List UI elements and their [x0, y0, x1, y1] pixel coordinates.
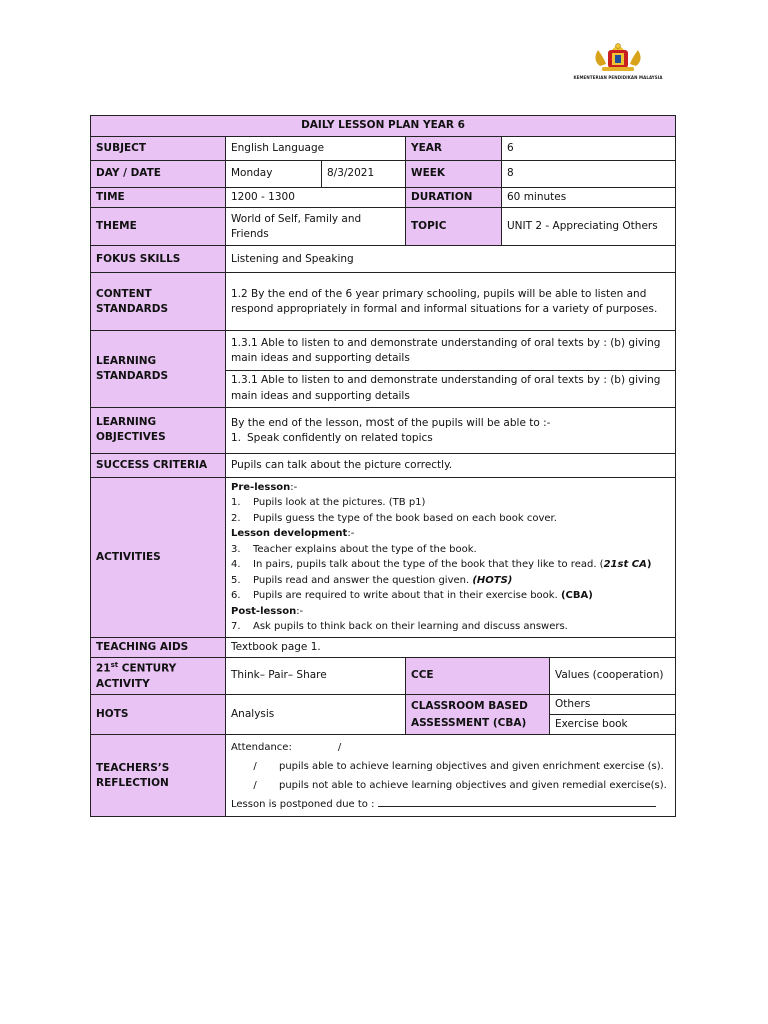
lesson-plan-table [90, 115, 676, 817]
attendance-line [231, 738, 670, 757]
activity-item [231, 619, 670, 635]
theme-label: THEME [91, 208, 226, 246]
theme-value: World of Self, Family and Friends [226, 208, 406, 246]
activity-number: 7. [231, 621, 241, 633]
activity-item [231, 542, 670, 558]
objective-item [231, 431, 670, 446]
activity-text: Pupils are required to write about that in their exercise book. [253, 590, 561, 602]
cce-label: CCE [406, 657, 550, 694]
activity-number: 1. [231, 497, 241, 509]
lesson-development-heading [231, 526, 670, 542]
century-activity-number: 21 [96, 662, 111, 675]
activity-number: 3. [231, 543, 241, 555]
focus-skills-label: FOKUS SKILLS [91, 246, 226, 273]
post-lesson-title: Post-lesson [231, 605, 297, 617]
year-value: 6 [502, 137, 676, 161]
topic-label: TOPIC [406, 208, 502, 246]
activities-label: ACTIVITIES [91, 477, 226, 637]
century-activity-suffix: st [110, 660, 119, 669]
learning-standards-main: 1.3.1 Able to listen to and demonstrate understanding of oral texts by : (b) giving main ideas and supporting details [226, 331, 676, 371]
postponed-line [231, 795, 670, 814]
week-value: 8 [502, 161, 676, 188]
cba-main-value: Others [550, 694, 676, 714]
time-label: TIME [91, 188, 226, 208]
duration-value: 60 minutes [502, 188, 676, 208]
teachers-reflection-label: TEACHERS’S REFLECTION [91, 735, 226, 817]
objective-number: 1. [231, 432, 242, 445]
hots-label: HOTS [91, 694, 226, 734]
pre-lesson-title: Pre-lesson [231, 481, 291, 493]
post-lesson-heading [231, 604, 670, 620]
reflection-slash: / [253, 760, 257, 772]
learning-standards-sub: 1.3.1 Able to listen to and demonstrate understanding of oral texts by : (b) giving main ideas and supporting details [226, 371, 676, 408]
activity-text: In pairs, pupils talk about the type of the book that they like to read. ( [253, 559, 604, 571]
day-value: Monday [226, 161, 322, 188]
subject-label: SUBJECT [91, 137, 226, 161]
focus-skills-value: Listening and Speaking [226, 246, 676, 273]
postponed-blank [378, 797, 656, 807]
duration-label: DURATION [406, 188, 502, 208]
reflection-slash: / [253, 779, 257, 791]
teachers-reflection-value [226, 735, 676, 817]
attendance-label: Attendance: [231, 741, 292, 753]
activity-text: Pupils look at the pictures. (TB p1) [253, 497, 426, 509]
coat-of-arms-icon [588, 40, 648, 74]
objectives-intro-most: most [365, 415, 395, 429]
activity-item [231, 495, 670, 511]
cba-label: CLASSROOM BASED ASSESSMENT (CBA) [406, 694, 550, 734]
week-label: WEEK [406, 161, 502, 188]
time-value: 1200 - 1300 [226, 188, 406, 208]
activity-number: 4. [231, 559, 241, 571]
cce-value: Values (cooperation) [550, 657, 676, 694]
plan-title: DAILY LESSON PLAN YEAR 6 [91, 116, 676, 137]
objectives-intro-end: of the pupils will be able to :- [394, 417, 551, 429]
lesson-development-suffix: :- [347, 528, 355, 540]
objectives-intro-start: By the end of the lesson, [231, 417, 366, 429]
century-activity-text: CENTURY ACTIVITY [96, 662, 177, 690]
objectives-intro [231, 414, 670, 431]
activity-text: Teacher explains about the type of the book. [253, 543, 477, 555]
reflection-text: pupils not able to achieve learning objectives and given remedial exercise(s). [279, 779, 667, 791]
post-lesson-suffix: :- [296, 605, 304, 617]
activity-text: Pupils read and answer the question given. [253, 574, 473, 586]
activity-item [231, 573, 670, 589]
topic-value: UNIT 2 - Appreciating Others [502, 208, 676, 246]
pre-lesson-suffix: :- [290, 481, 298, 493]
teaching-aids-label: TEACHING AIDS [91, 637, 226, 657]
content-standards-value: 1.2 By the end of the 6 year primary schooling, pupils will be able to listen and respond appropriately in formal and informal situations for a variety of purposes. [226, 273, 676, 331]
activity-number: 2. [231, 512, 241, 524]
activity-number: 5. [231, 574, 241, 586]
activity-tag: (HOTS) [472, 574, 513, 586]
activity-text: Ask pupils to think back on their learning and discuss answers. [253, 621, 568, 633]
activity-number: 6. [231, 590, 241, 602]
success-criteria-value: Pupils can talk about the picture correctly. [226, 453, 676, 477]
activity-tag-end: ) [646, 559, 652, 571]
learning-objectives-label: LEARNING OBJECTIVES [91, 407, 226, 453]
activity-tag: 21st CA [603, 559, 647, 571]
ministry-name: KEMENTERIAN PENDIDIKAN MALAYSIA [573, 75, 663, 80]
success-criteria-label: SUCCESS CRITERIA [91, 453, 226, 477]
cba-sub-value: Exercise book [550, 715, 676, 735]
learning-objectives-value [226, 407, 676, 453]
day-date-label: DAY / DATE [91, 161, 226, 188]
activity-item [231, 557, 670, 573]
lesson-development-title: Lesson development [231, 528, 348, 540]
content-standards-label: CONTENT STANDARDS [91, 273, 226, 331]
date-value: 8/3/2021 [322, 161, 406, 188]
activity-text: Pupils guess the type of the book based on each book cover. [253, 512, 557, 524]
hots-value: Analysis [226, 694, 406, 734]
learning-standards-label: LEARNING STANDARDS [91, 331, 226, 408]
ministry-logo [560, 40, 676, 88]
activity-tag: (CBA) [560, 590, 593, 602]
subject-value: English Language [226, 137, 406, 161]
year-label: YEAR [406, 137, 502, 161]
century-activity-label [91, 657, 226, 694]
activities-value [226, 477, 676, 637]
attendance-slash: / [337, 741, 342, 753]
century-activity-value: Think– Pair– Share [226, 657, 406, 694]
reflection-text: pupils able to achieve learning objectives and given enrichment exercise (s). [279, 760, 664, 772]
teaching-aids-value: Textbook page 1. [226, 637, 676, 657]
reflection-line-achieved [231, 757, 670, 776]
objective-text: Speak confidently on related topics [247, 432, 433, 445]
reflection-line-not-achieved [231, 776, 670, 795]
activity-item [231, 511, 670, 527]
pre-lesson-heading [231, 480, 670, 496]
activity-item [231, 588, 670, 604]
postponed-label: Lesson is postponed due to : [231, 798, 375, 810]
